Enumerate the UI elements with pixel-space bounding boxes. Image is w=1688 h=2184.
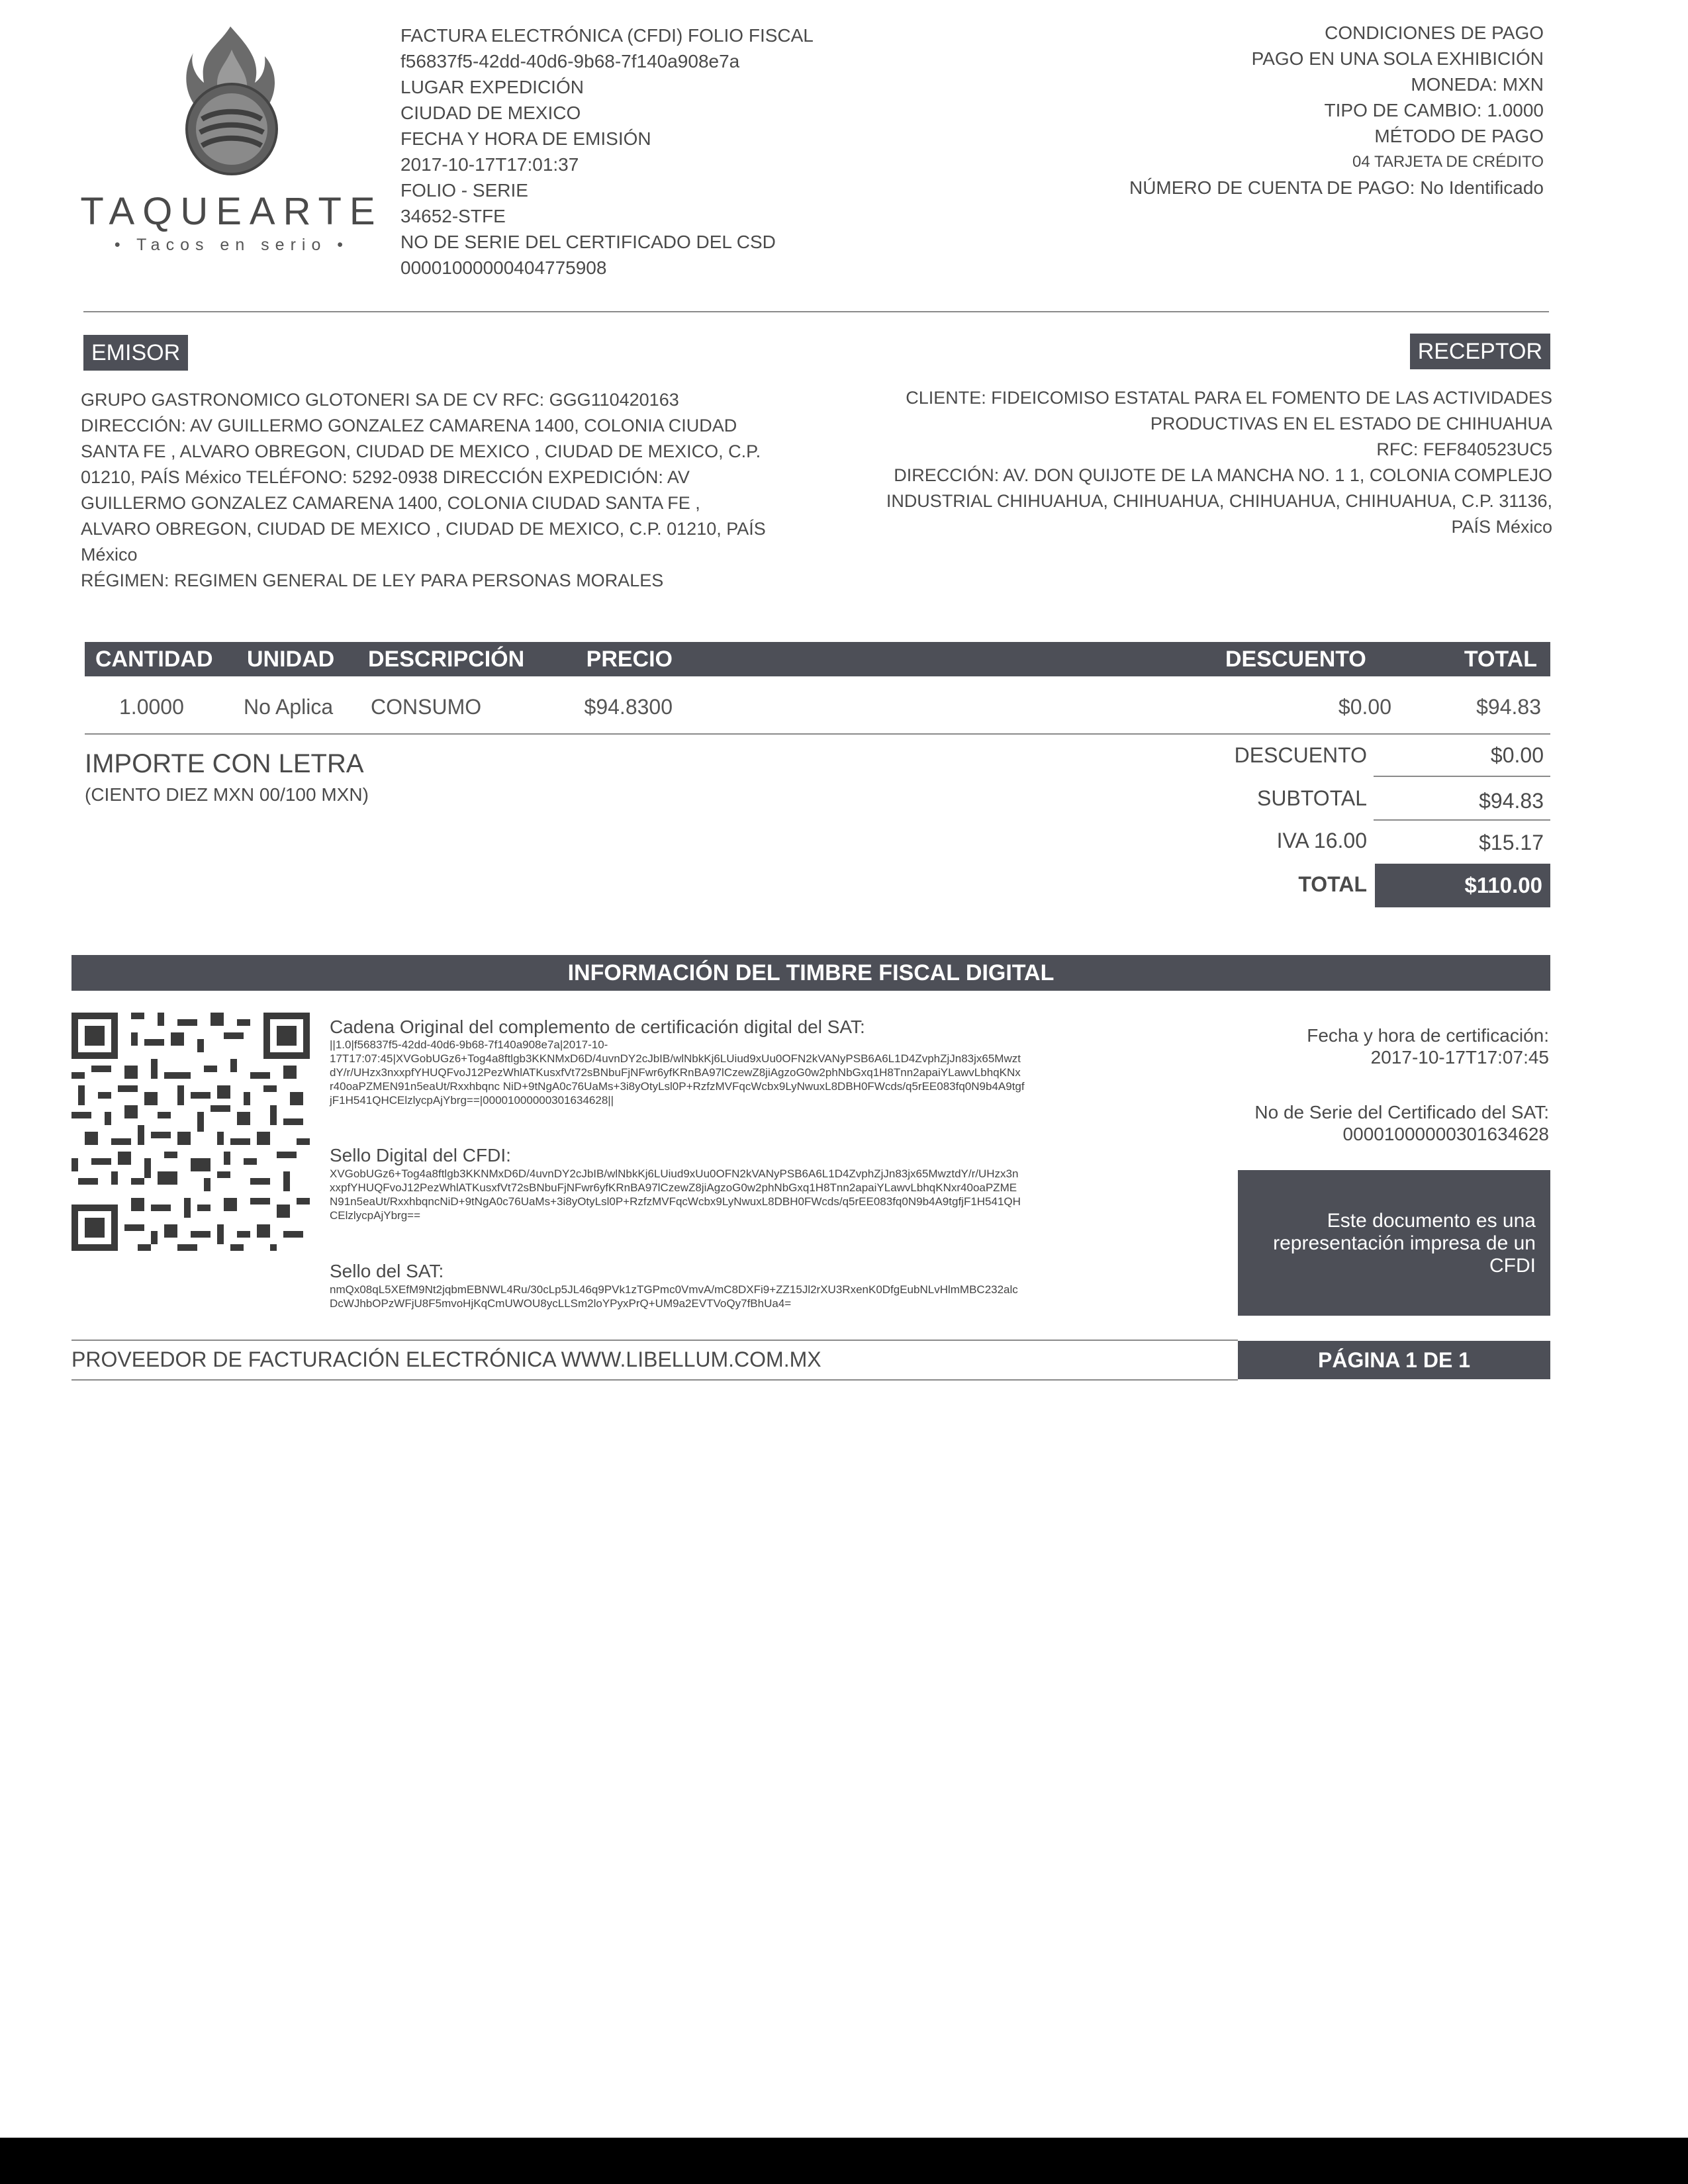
csd-serial-value: 00001000000404775908 xyxy=(400,257,607,278)
totals-total-value: $110.00 xyxy=(1464,873,1542,897)
account-number: NÚMERO DE CUENTA DE PAGO: No Identificado xyxy=(1129,177,1544,198)
totals-divider xyxy=(1374,776,1550,777)
certification-info xyxy=(1254,1024,1549,1145)
payment-method-value: 04 TARJETA DE CRÉDITO xyxy=(1352,153,1544,171)
csd-serial-label: NO DE SERIE DEL CERTIFICADO DEL CSD xyxy=(400,232,776,252)
sello-cfdi-line: CElzlycpAjYbrg== xyxy=(330,1209,421,1222)
emisor-details xyxy=(81,387,822,594)
fiscal-stamp-header: INFORMACIÓN DEL TIMBRE FISCAL DIGITAL xyxy=(71,955,1550,991)
sello-cfdi xyxy=(330,1167,1157,1222)
folio-serie-value: 34652-STFE xyxy=(400,206,506,226)
brand-tagline: • Tacos en serio • xyxy=(114,236,350,254)
page-indicator: PÁGINA 1 DE 1 xyxy=(1238,1341,1550,1379)
footer-divider xyxy=(71,1340,1238,1341)
lugar-expedicion-value: CIUDAD DE MEXICO xyxy=(400,103,581,123)
emisor-line: 01210, PAÍS México TELÉFONO: 5292-0938 DIRECCIÓN EXPEDICIÓN: AV xyxy=(81,467,690,487)
emisor-line: GRUPO GASTRONOMICO GLOTONERI SA DE CV RFC: GGG110420163 xyxy=(81,390,679,410)
cert-date-value: 2017-10-17T17:07:45 xyxy=(1370,1047,1549,1068)
totals-total-label: TOTAL xyxy=(1298,872,1367,896)
cadena-line: dY/r/UHzx3nxxpfYHUQFvoJ12PezWhlATKusxfVt72sBNbuFjNFwr6yfKRnBA97lCzewZ8jiAgzoG0w2phNbGxq1H8Tnn2apaiYLawvLbhqKNx xyxy=(330,1066,1021,1079)
items-table-header xyxy=(85,642,1550,676)
scan-border xyxy=(0,2138,1688,2184)
flame-logo-icon xyxy=(172,20,291,179)
totals-iva-value: $15.17 xyxy=(1479,831,1544,854)
receptor-line: DIRECCIÓN: AV. DON QUIJOTE DE LA MANCHA NO. 1 1, COLONIA COMPLEJO xyxy=(894,465,1552,485)
emisor-tag: EMISOR xyxy=(83,335,188,371)
cell-descuento: $0.00 xyxy=(1338,695,1391,719)
folio-fiscal-label: FACTURA ELECTRÓNICA (CFDI) FOLIO FISCAL xyxy=(400,25,814,46)
total-box xyxy=(1375,864,1550,907)
cell-total: $94.83 xyxy=(1476,695,1541,719)
payment-terms-title: CONDICIONES DE PAGO xyxy=(1325,23,1544,43)
sello-cfdi-title: Sello Digital del CFDI: xyxy=(330,1145,511,1165)
exchange-rate: TIPO DE CAMBIO: 1.0000 xyxy=(1324,100,1544,120)
totals-descuento-value: $0.00 xyxy=(1490,743,1544,767)
fecha-emision-value: 2017-10-17T17:01:37 xyxy=(400,154,579,175)
emisor-line: México xyxy=(81,545,138,565)
emisor-regimen: RÉGIMEN: REGIMEN GENERAL DE LEY PARA PERSONAS MORALES xyxy=(81,570,664,590)
totals-divider xyxy=(1374,819,1550,821)
emisor-line: ALVARO OBREGON, CIUDAD DE MEXICO , CIUDAD DE MEXICO, C.P. 01210, PAÍS xyxy=(81,519,766,539)
cadena-original xyxy=(330,1038,1157,1107)
col-cantidad: CANTIDAD xyxy=(95,647,213,672)
totals-descuento-label: DESCUENTO xyxy=(1234,743,1367,767)
sello-sat-line: DcWJhbOPzWFjU8F5mvoHjKqCmUWOU8ycLLSm2loYPyxPrQ+UM9a2EVTVoQy7fBhUa4= xyxy=(330,1297,792,1310)
totals-iva-label: IVA 16.00 xyxy=(1276,829,1367,852)
payment-terms xyxy=(1129,20,1544,201)
receptor-rfc: RFC: FEF840523UC5 xyxy=(1376,439,1552,459)
sello-sat-line: nmQx08qL5XEfM9Nt2jqbmEBNWL4Ru/30cLp5JL46q9PVk1zTGPmc0VmvA/mC8DXFi9+ZZ15Jl2rXU3RxenK0DfgEubNLvHlmMBC232alc xyxy=(330,1283,1018,1296)
amount-in-words-value: (CIENTO DIEZ MXN 00/100 MXN) xyxy=(85,784,369,805)
cadena-line: 17T17:07:45|XVGobUGz6+Tog4a8ftlgb3KKNMxD6D/4uvnDY2cJbIB/wlNbkKj6LUiud9xUu0OFN2kVANyPSB6A6L1D4ZvphZjJn83jx65Mwzt xyxy=(330,1052,1021,1065)
col-descuento: DESCUENTO xyxy=(1225,647,1366,672)
sello-cfdi-line: xxpfYHUQFvoJ12PezWhlATKusxfVt72sBNbuFjNFwr6yfKRnBA97lCzewZ8jiAgzoG0w2phNbGxq1H8Tnn2apaiYLawvLbhqKNxr40oaPZME xyxy=(330,1181,1017,1194)
receptor-line: INDUSTRIAL CHIHUAHUA, CHIHUAHUA, CHIHUAHUA, CHIHUAHUA, C.P. 31136, xyxy=(886,491,1552,511)
cadena-title: Cadena Original del complemento de certificación digital del SAT: xyxy=(330,1017,865,1037)
sello-sat-title: Sello del SAT: xyxy=(330,1261,444,1281)
fecha-emision-label: FECHA Y HORA DE EMISIÓN xyxy=(400,128,651,149)
cadena-line: jF1H541QHCElzlycpAjYbrg==|00001000000301634628|| xyxy=(330,1094,614,1107)
col-precio: PRECIO xyxy=(586,647,673,672)
cell-cantidad: 1.0000 xyxy=(119,695,184,719)
folio-fiscal-value: f56837f5-42dd-40d6-9b68-7f140a908e7a xyxy=(400,51,740,71)
emisor-line: DIRECCIÓN: AV GUILLERMO GONZALEZ CAMARENA 1400, COLONIA CIUDAD xyxy=(81,416,737,435)
receptor-details xyxy=(811,385,1552,540)
cert-date-label: Fecha y hora de certificación: xyxy=(1307,1025,1549,1046)
cadena-line: ||1.0|f56837f5-42dd-40d6-9b68-7f140a908e7a|2017-10- xyxy=(330,1038,608,1051)
footer-divider xyxy=(71,1379,1238,1381)
sello-cfdi-line: N91n5eaUt/RxxhbqncNiD+9tNgA0c76UaMs+3i8yOtyLsl0P+RzfzMVFqcWcbx9LyNwuxL8DBH0FWcds/q5rEE083fq0N9b4A9tgfjF1H541QH xyxy=(330,1195,1021,1208)
items-divider xyxy=(85,733,1550,735)
payment-method-label: MÉTODO DE PAGO xyxy=(1374,126,1544,146)
cell-precio: $94.8300 xyxy=(584,695,673,719)
sello-sat xyxy=(330,1283,1157,1310)
cert-serial-value: 00001000000301634628 xyxy=(1342,1124,1549,1144)
cert-serial-label: No de Serie del Certificado del SAT: xyxy=(1254,1102,1549,1122)
receptor-tag: RECEPTOR xyxy=(1410,334,1550,369)
totals-subtotal-value: $94.83 xyxy=(1479,789,1544,813)
qr-code-icon xyxy=(71,1013,310,1251)
brand-name: TAQUEARTE xyxy=(80,190,383,233)
company-logo xyxy=(79,20,384,254)
emisor-line: SANTA FE , ALVARO OBREGON, CIUDAD DE MEXICO , CIUDAD DE MEXICO, C.P. xyxy=(81,441,761,461)
invoice-meta xyxy=(400,23,814,281)
amount-in-words-title: IMPORTE CON LETRA xyxy=(85,749,364,778)
receptor-line: PRODUCTIVAS EN EL ESTADO DE CHIHUAHUA xyxy=(1150,414,1552,433)
receptor-line: PAÍS México xyxy=(1451,517,1552,537)
currency: MONEDA: MXN xyxy=(1411,74,1544,95)
header-divider xyxy=(83,311,1549,312)
payment-form: PAGO EN UNA SOLA EXHIBICIÓN xyxy=(1251,48,1544,69)
emisor-line: GUILLERMO GONZALEZ CAMARENA 1400, COLONIA CIUDAD SANTA FE , xyxy=(81,493,700,513)
col-unidad: UNIDAD xyxy=(247,647,335,672)
col-total: TOTAL xyxy=(1464,647,1537,672)
provider-text: PROVEEDOR DE FACTURACIÓN ELECTRÓNICA WWW.LIBELLUM.COM.MX xyxy=(71,1347,821,1371)
table-row xyxy=(85,688,1550,728)
cadena-line: r40oaPZMEN91n5eaUt/Rxxhbqnc NiD+9tNgA0c76UaMs+3i8yOtyLsl0P+RzfzMVFqcWcbx9LyNwuxL8DBH0FWcds/q5rEE083fq0N9b4A9tgf xyxy=(330,1080,1025,1093)
sello-cfdi-line: XVGobUGz6+Tog4a8ftlgb3KKNMxD6D/4uvnDY2cJbIB/wlNbkKj6LUiud9xUu0OFN2kVANyPSB6A6L1D4ZvphZjJn83jx65MwztdY/r/UHzx3n xyxy=(330,1167,1019,1180)
cell-unidad: No Aplica xyxy=(244,695,334,719)
cfdi-notice: Este documento es una representación impresa de un CFDI xyxy=(1238,1170,1550,1316)
col-descripcion: DESCRIPCIÓN xyxy=(368,647,525,672)
cell-descripcion: CONSUMO xyxy=(371,695,482,719)
receptor-line: CLIENTE: FIDEICOMISO ESTATAL PARA EL FOMENTO DE LAS ACTIVIDADES xyxy=(906,388,1552,408)
lugar-expedicion-label: LUGAR EXPEDICIÓN xyxy=(400,77,584,97)
totals-subtotal-label: SUBTOTAL xyxy=(1257,786,1367,810)
folio-serie-label: FOLIO - SERIE xyxy=(400,180,528,201)
